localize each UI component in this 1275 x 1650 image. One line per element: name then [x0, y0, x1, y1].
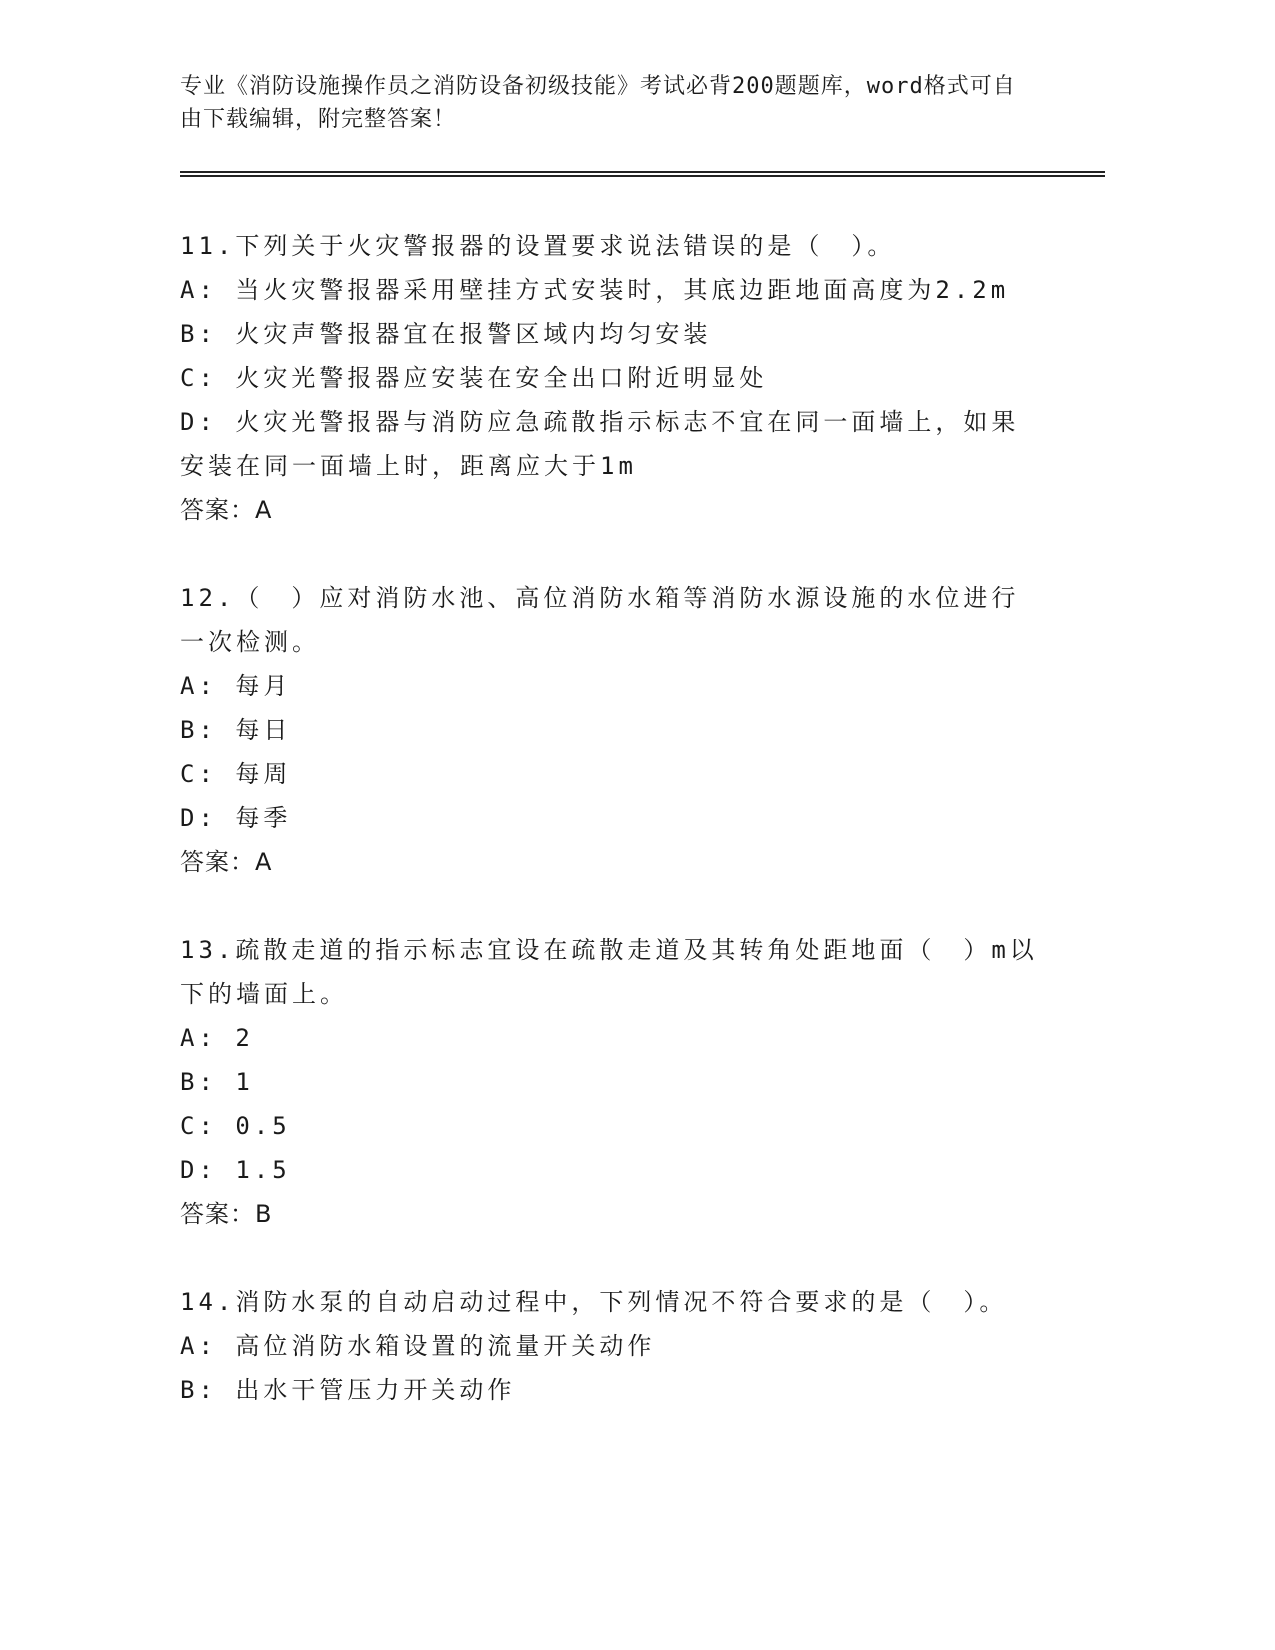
option-a: A: 每月: [180, 672, 292, 700]
question-item: [180, 224, 1040, 532]
document-header: 专业《消防设施操作员之消防设备初级技能》考试必背200题题库，word格式可自由下载编辑，附完整答案！: [180, 74, 1016, 132]
document-page: [180, 0, 1105, 1650]
answer-label: 答案：B: [180, 1200, 273, 1228]
option-b: B: 出水干管压力开关动作: [180, 1376, 516, 1404]
question-item: [180, 928, 1040, 1236]
option-b: B: 火灾声警报器宜在报警区域内均匀安装: [180, 320, 712, 348]
question-item: [180, 1280, 1040, 1412]
option-a: A: 高位消防水箱设置的流量开关动作: [180, 1332, 656, 1360]
question-item: [180, 576, 1040, 884]
option-c: C: 0.5: [180, 1112, 291, 1140]
answer-label: 答案：A: [180, 848, 273, 876]
option-c: C: 每周: [180, 760, 292, 788]
answer-label: 答案：A: [180, 496, 273, 524]
question-stem: 12.（ ）应对消防水池、高位消防水箱等消防水源设施的水位进行一次检测。: [180, 584, 1020, 656]
question-stem: 14.消防水泵的自动启动过程中，下列情况不符合要求的是（ ）。: [180, 1288, 1008, 1316]
option-b: B: 1: [180, 1068, 254, 1096]
option-b: B: 每日: [180, 716, 292, 744]
option-d: D: 1.5: [180, 1156, 291, 1184]
option-d: D: 每季: [180, 804, 292, 832]
question-stem: 13.疏散走道的指示标志宜设在疏散走道及其转角处距地面（ ）m以下的墙面上。: [180, 936, 1038, 1008]
option-a: A: 2: [180, 1024, 254, 1052]
question-list: [180, 224, 1040, 1456]
option-d: D: 火灾光警报器与消防应急疏散指示标志不宜在同一面墙上，如果安装在同一面墙上时，距离应大于1m: [180, 408, 1020, 480]
header-divider: [180, 171, 1105, 177]
option-c: C: 火灾光警报器应安装在安全出口附近明显处: [180, 364, 768, 392]
question-stem: 11.下列关于火灾警报器的设置要求说法错误的是（ ）。: [180, 232, 896, 260]
option-a: A: 当火灾警报器采用壁挂方式安装时，其底边距地面高度为2.2m: [180, 276, 1010, 304]
